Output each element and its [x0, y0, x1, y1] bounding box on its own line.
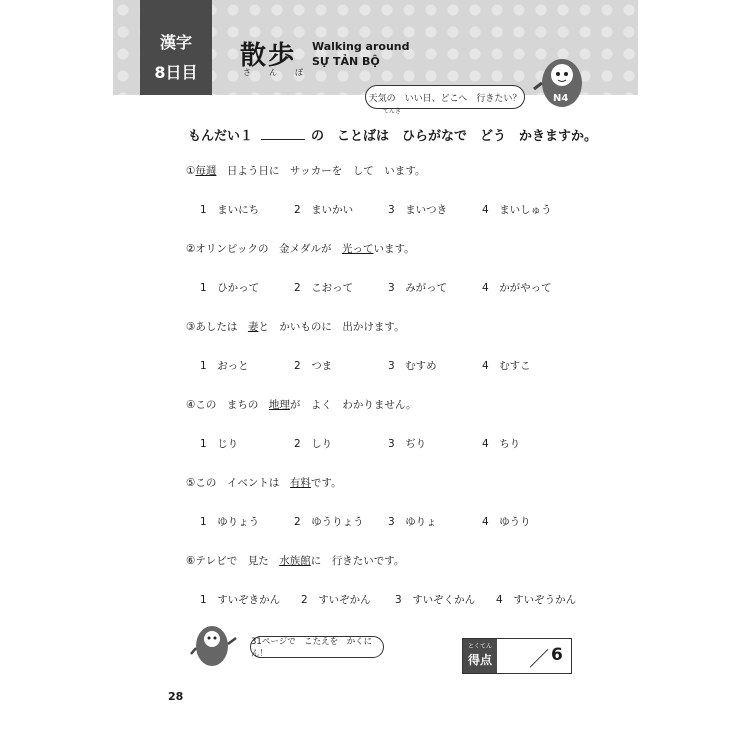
score-label: 得点 — [467, 653, 492, 667]
question-3: ③あしたは 妻と かいものに 出かけます。 — [186, 321, 405, 333]
option-5-1[interactable]: 1 ゆりょう — [200, 516, 260, 528]
bubble-furigana: てんき — [383, 108, 402, 115]
lesson-box — [140, 0, 212, 95]
lesson-day: 8日目 — [154, 63, 198, 82]
title-vietnamese: SỰ TẢN BỘ — [312, 55, 380, 68]
question-2: ②オリンピックの 金メダルが 光っています。 — [186, 243, 415, 255]
option-5-4[interactable]: 4 ゆうり — [482, 516, 531, 528]
answer-page-bubble: 31ページで こたえを かくにん！ — [250, 636, 384, 658]
option-4-3[interactable]: 3 ぢり — [388, 438, 427, 450]
score-slash: ／ — [529, 647, 549, 671]
score-furigana: とくてん — [467, 643, 492, 650]
daruma-mascot-small-icon — [190, 620, 240, 670]
option-6-3[interactable]: 3 すいぞくかん — [395, 594, 476, 606]
option-1-1[interactable]: 1 まいにち — [200, 204, 260, 216]
question-5: ⑤この イベントは 有料です。 — [186, 477, 342, 489]
option-5-3[interactable]: 3 ゆりょ — [388, 516, 437, 528]
option-2-2[interactable]: 2 こおって — [294, 282, 354, 294]
lesson-label: 漢字 — [159, 33, 192, 52]
option-4-4[interactable]: 4 ちり — [482, 438, 521, 450]
level-badge: N4 — [553, 93, 569, 104]
question-6: ⑥テレビで 見た 水族館に 行きたいです。 — [186, 555, 405, 567]
question-4: ④この まちの 地理が よく わかりません。 — [186, 399, 417, 411]
option-2-4[interactable]: 4 かがやって — [482, 282, 552, 294]
option-2-3[interactable]: 3 みがって — [388, 282, 448, 294]
page-title: 散歩 — [240, 41, 297, 71]
score-total: 6 — [551, 645, 563, 665]
score-label-box — [463, 639, 497, 673]
option-1-4[interactable]: 4 まいしゅう — [482, 204, 552, 216]
option-3-2[interactable]: 2 つま — [294, 360, 333, 372]
option-3-1[interactable]: 1 おっと — [200, 360, 249, 372]
target-word: 有料 — [289, 477, 311, 489]
option-3-4[interactable]: 4 むすこ — [482, 360, 531, 372]
option-4-1[interactable]: 1 じり — [200, 438, 239, 450]
title-furigana: さんぽ — [243, 68, 321, 77]
question-title: もんだい１ の ことばは ひらがなで どう かきますか。 — [188, 129, 598, 144]
speech-bubble: 天気の いい日、どこへ 行きたい？ — [365, 85, 525, 109]
target-word: 地理 — [268, 399, 290, 411]
page-number: 28 — [168, 690, 184, 703]
target-word: 光って — [342, 243, 374, 255]
option-5-2[interactable]: 2 ゆうりょう — [294, 516, 364, 528]
option-6-2[interactable]: 2 すいぞかん — [301, 594, 371, 606]
option-6-1[interactable]: 1 すいぞきかん — [200, 594, 281, 606]
target-word: 水族館 — [279, 555, 311, 567]
option-4-2[interactable]: 2 しり — [294, 438, 333, 450]
question-1: ①毎週 日よう日に サッカーを して います。 — [186, 165, 426, 177]
score-box — [462, 638, 572, 674]
option-6-4[interactable]: 4 すいぞうかん — [496, 594, 577, 606]
daruma-mascot-icon — [530, 55, 590, 110]
option-1-2[interactable]: 2 まいかい — [294, 204, 354, 216]
option-2-1[interactable]: 1 ひかって — [200, 282, 260, 294]
blank-line — [261, 127, 305, 140]
target-word: 毎週 — [195, 165, 217, 177]
title-english: Walking around — [312, 40, 410, 53]
option-1-3[interactable]: 3 まいつき — [388, 204, 448, 216]
option-3-3[interactable]: 3 むすめ — [388, 360, 437, 372]
target-word: 妻 — [247, 321, 259, 333]
